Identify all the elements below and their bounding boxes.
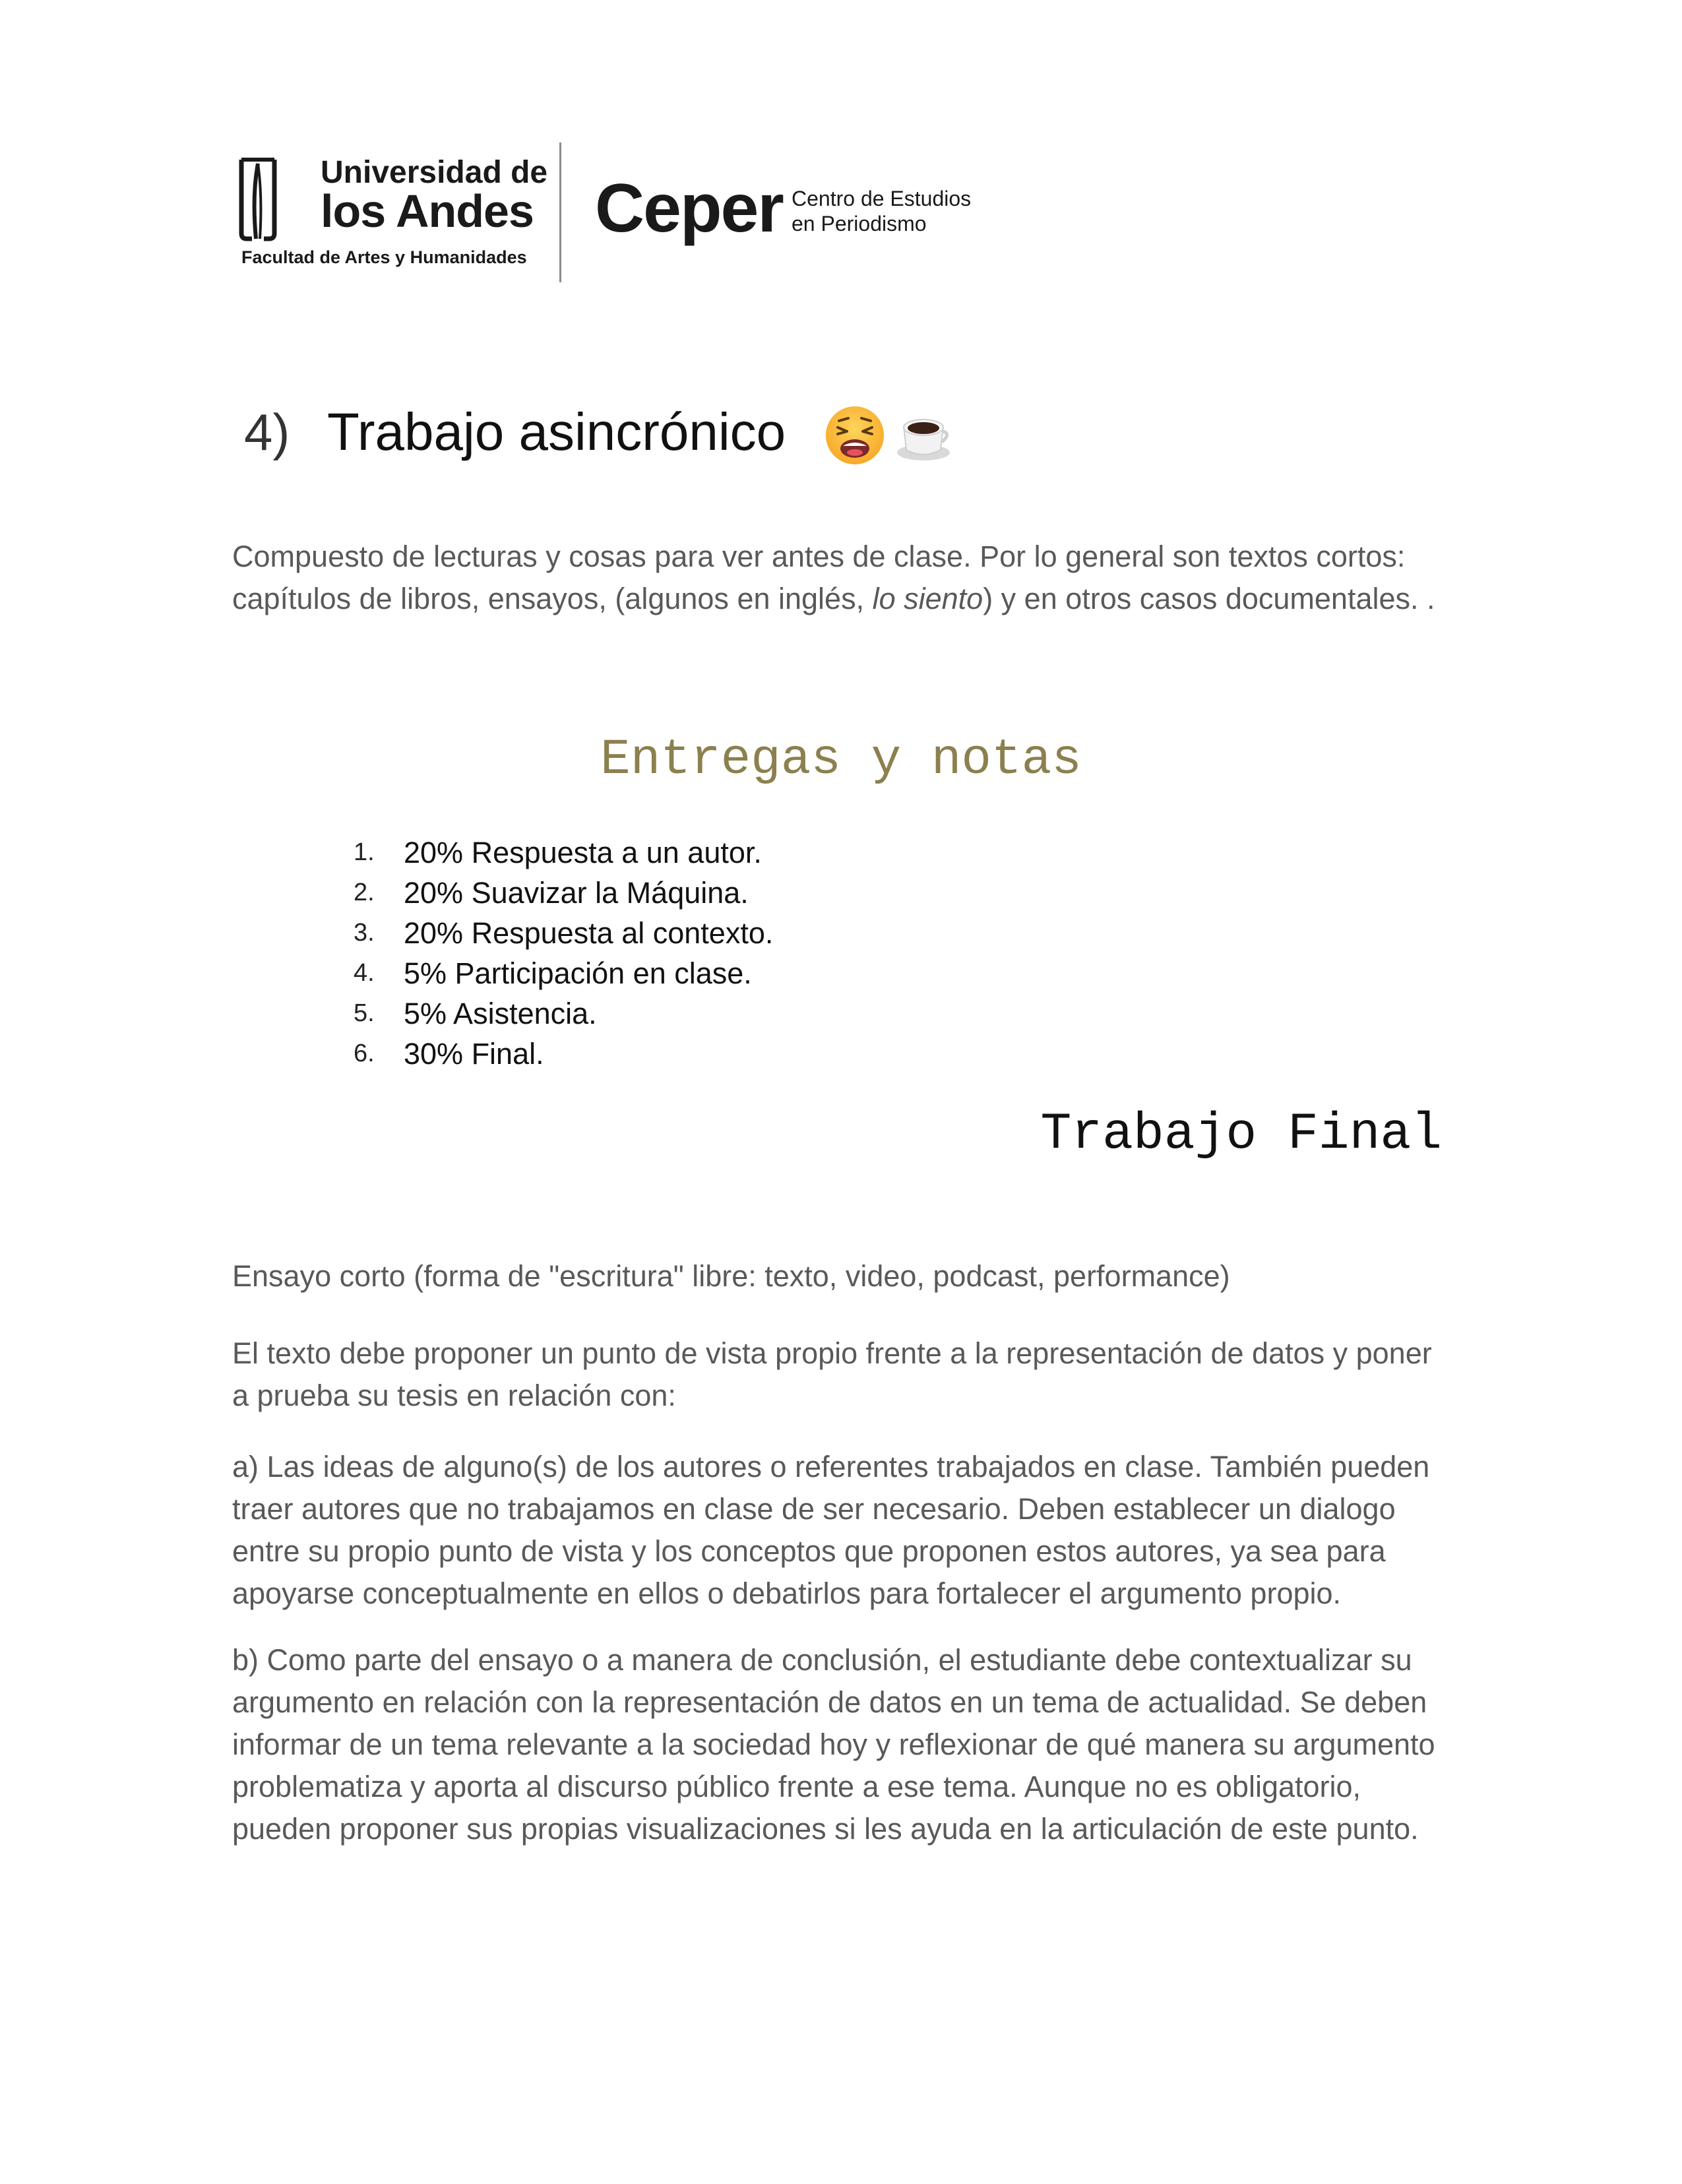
university-shield-logo bbox=[239, 156, 277, 243]
list-item-text: 20% Respuesta al contexto. bbox=[404, 916, 774, 950]
point-b-paragraph: b) Como parte del ensayo o a manera de conclusión, el estudiante debe contextualizar su argumento en relación con la representación de datos en un tema de actualidad. Se deben informar de un tema relevante a la sociedad hoy y reflexionar de qué manera su argumento problematiza y aporta al discurso público frente a ese tema. Aunque no es obligatorio, pueden proponer sus propias visualizaciones si les ayuda en la articulación de este punto. bbox=[232, 1643, 1435, 1846]
list-item-number: 4. bbox=[354, 959, 375, 987]
list-item-number: 3. bbox=[354, 919, 375, 947]
header-divider bbox=[559, 142, 561, 282]
intro-paragraph bbox=[232, 536, 1459, 620]
document-header bbox=[239, 142, 1030, 288]
grades-heading: Entregas y notas bbox=[600, 732, 1082, 788]
list-item-text: 20% Suavizar la Máquina. bbox=[404, 876, 749, 910]
list-item-text: 5% Asistencia. bbox=[404, 997, 597, 1030]
intro-text-end: ) y en otros casos documentales. . bbox=[983, 582, 1435, 615]
final-work-intro: Ensayo corto (forma de "escritura" libre: texto, video, podcast, performance) bbox=[232, 1259, 1230, 1293]
university-name-line2: los Andes bbox=[321, 185, 534, 237]
list-item-text: 20% Respuesta a un autor. bbox=[404, 836, 762, 869]
list-item-text: 5% Participación en clase. bbox=[404, 956, 752, 990]
list-item-number: 6. bbox=[354, 1040, 375, 1067]
list-item-number: 5. bbox=[354, 999, 375, 1027]
thesis-paragraph: El texto debe proponer un punto de vista propio frente a la representación de datos y poner a prueba su tesis en relación con: bbox=[232, 1336, 1432, 1412]
ceper-logo-text: Ceper bbox=[595, 170, 783, 247]
list-item-text: 30% Final. bbox=[404, 1037, 544, 1071]
university-name-line1: Universidad de bbox=[321, 155, 548, 190]
section-number: 4) bbox=[244, 403, 290, 461]
hot-beverage-icon bbox=[894, 406, 952, 464]
final-work-heading: Trabajo Final bbox=[1040, 1106, 1442, 1164]
faculty-name: Facultad de Artes y Humanidades bbox=[241, 247, 527, 267]
ceper-subtitle-line2: en Periodismo bbox=[792, 212, 927, 235]
weary-face-icon bbox=[825, 405, 885, 466]
list-item-number: 2. bbox=[354, 879, 375, 906]
list-item-number: 1. bbox=[354, 838, 375, 866]
intro-text-start: Compuesto de lecturas y cosas para ver antes de clase. Por lo general son textos cortos: capítulos de libros, ensayos, (algunos en inglés, bbox=[232, 540, 1406, 615]
ceper-subtitle-line1: Centro de Estudios bbox=[792, 187, 972, 210]
intro-italic-text: lo siento bbox=[872, 582, 983, 615]
section-title: Trabajo asincrónico bbox=[327, 402, 786, 461]
point-a-paragraph: a) Las ideas de alguno(s) de los autores o referentes trabajados en clase. También pueden traer autores que no trabajamos en clase de ser necesario. Deben establecer un dialogo entre su propio punto de vista y los conceptos que proponen estos autores, ya sea para apoyarse conceptualmente en ellos o debatirlos para fortalecer el argumento propio. bbox=[232, 1450, 1430, 1610]
